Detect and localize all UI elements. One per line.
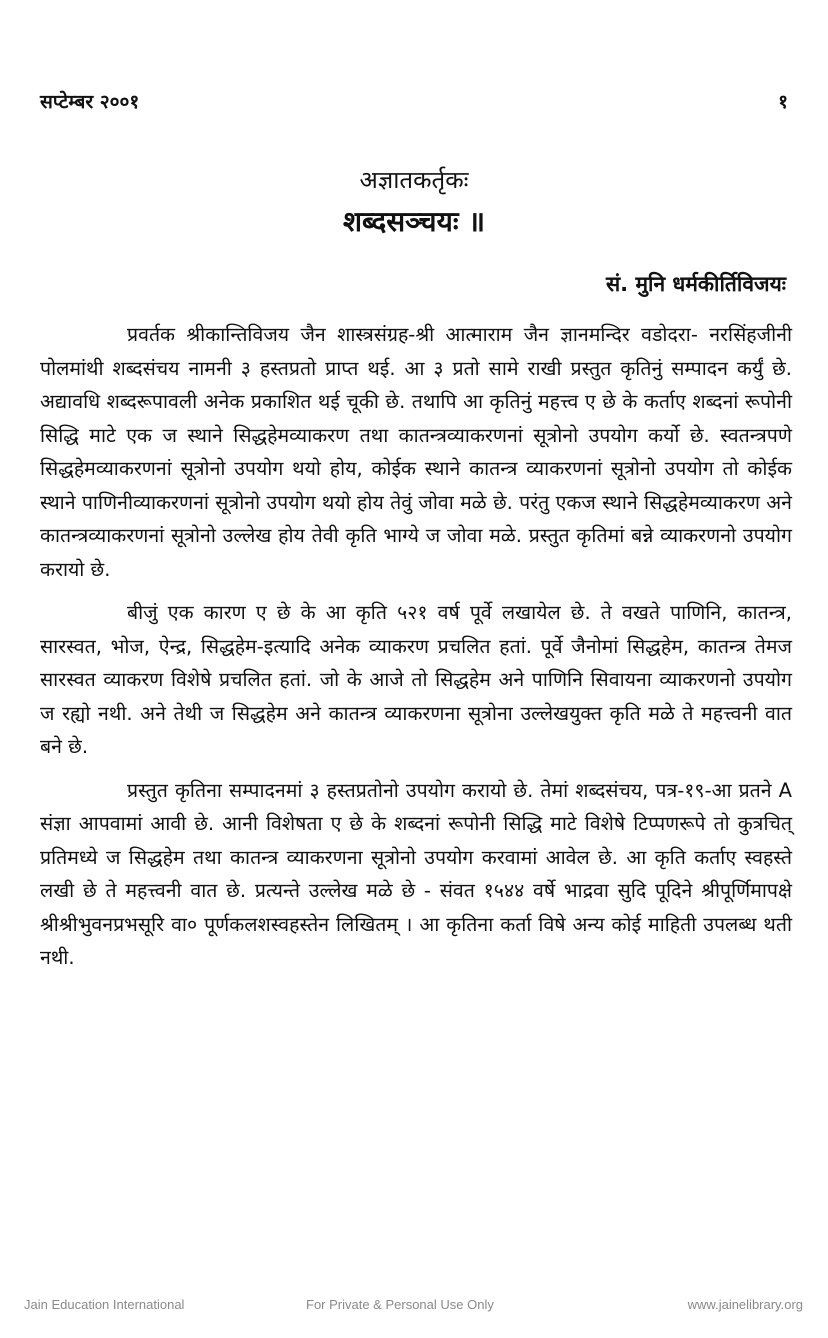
footer-usage-notice: For Private & Personal Use Only [306,1297,494,1312]
page-number: १ [778,91,788,113]
article-body [40,318,792,985]
editor-credit: सं. मुनि धर्मकीर्तिविजयः [605,272,786,296]
footer-publisher: Jain Education International [24,1297,185,1312]
page-header [40,88,788,118]
work-title: शब्दसञ्चयः ॥ [343,205,485,238]
paragraph-3: प्रस्तुत कृतिना सम्पादनमां ३ हस्तप्रतोनो उपयोग करायो छे. तेमां शब्दसंचय, पत्र-१९-आ प्रतने A संज्ञा आपवामां आवी छे. आनी विशेषता ए छे के शब्दनां रूपोनी सिद्धि माटे विशेषे टिप्पणरूपे तो कुत्रचित् प्रतिमध्ये ज सिद्धहेम तथा कातन्त्र व्याकरणना सूत्रोनो उपयोग करवामां आवेल छे. आ कृति कर्ताए स्वहस्ते लखी छे ते महत्त्वनी वात छे. प्रत्यन्ते उल्लेख मळे छे - संवत १५४४ वर्षे भाद्रवा सुदि पूदिने श्रीपूर्णिमापक्षे श्रीश्रीभुवनप्रभसूरि वा० पूर्णकलशस्वहस्तेन लिखितम् । आ कृतिना कर्ता विषे अन्य कोई माहिती उपलब्ध थती नथी. [40,778,792,969]
running-head-date: सप्टेम्बर २००१ [40,91,140,113]
footer-website-link[interactable]: www.jainelibrary.org [687,1297,803,1312]
page-footer [0,1297,828,1317]
paragraph-2: बीजुं एक कारण ए छे के आ कृति ५२१ वर्ष पूर्वे लखायेल छे. ते वखते पाणिनि, कातन्त्र, सारस्वत, भोज, ऐन्द्र, सिद्धहेम-इत्यादि अनेक व्याकरण प्रचलित हतां. पूर्वे जैनोमां सिद्धहेम, कातन्त्र तेमज सारस्वत व्याकरण विशेषे प्रचलित हतां. जो के आजे तो सिद्धहेम अने पाणिनि सिवायना व्याकरणनो उपयोग ज रह्यो नथी. अने तेथी ज सिद्धहेम अने कातन्त्र व्याकरणना सूत्रोना उल्लेखयुक्त कृति मळे ते महत्त्वनी वात बने छे. [40,601,792,758]
paragraph-1: प्रवर्तक श्रीकान्तिविजय जैन शास्त्रसंग्रह-श्री आत्माराम जैन ज्ञानमन्दिर वडोदरा- नरसिंहजीनी पोलमांथी शब्दसंचय नामनी ३ हस्तप्रतो प्राप्त थई. आ ३ प्रतो सामे राखी प्रस्तुत कृतिनुं सम्पादन कर्युं छे. अद्यावधि शब्दरूपावली अनेक प्रकाशित थई चूकी छे. तथापि आ कृतिनुं महत्त्व ए छे के कर्ताए शब्दनां रूपोनी सिद्धि माटे एक ज स्थाने सिद्धहेमव्याकरण तथा कातन्त्रव्याकरणनां सूत्रोनो उपयोग कर्यो छे. स्वतन्त्रपणे सिद्धहेमव्याकरणनां सूत्रोनो उपयोग थयो होय, कोईक स्थाने कातन्त्र व्याकरणनां सूत्रोनो उपयोग तो कोईक स्थाने पाणिनीव्याकरणनां सूत्रोनो उपयोग थयो होय तेवुं जोवा मळे छे. परंतु एकज स्थाने सिद्धहेमव्याकरण अने कातन्त्रव्याकरणनां सूत्रोनो उल्लेख होय तेवी कृति भाग्ये ज जोवा मळे. प्रस्तुत कृतिमां बन्ने व्याकरणनो उपयोग करायो छे. [40,323,792,581]
title-block [0,162,828,242]
work-author: अज्ञातकर्तृकः [359,166,469,194]
